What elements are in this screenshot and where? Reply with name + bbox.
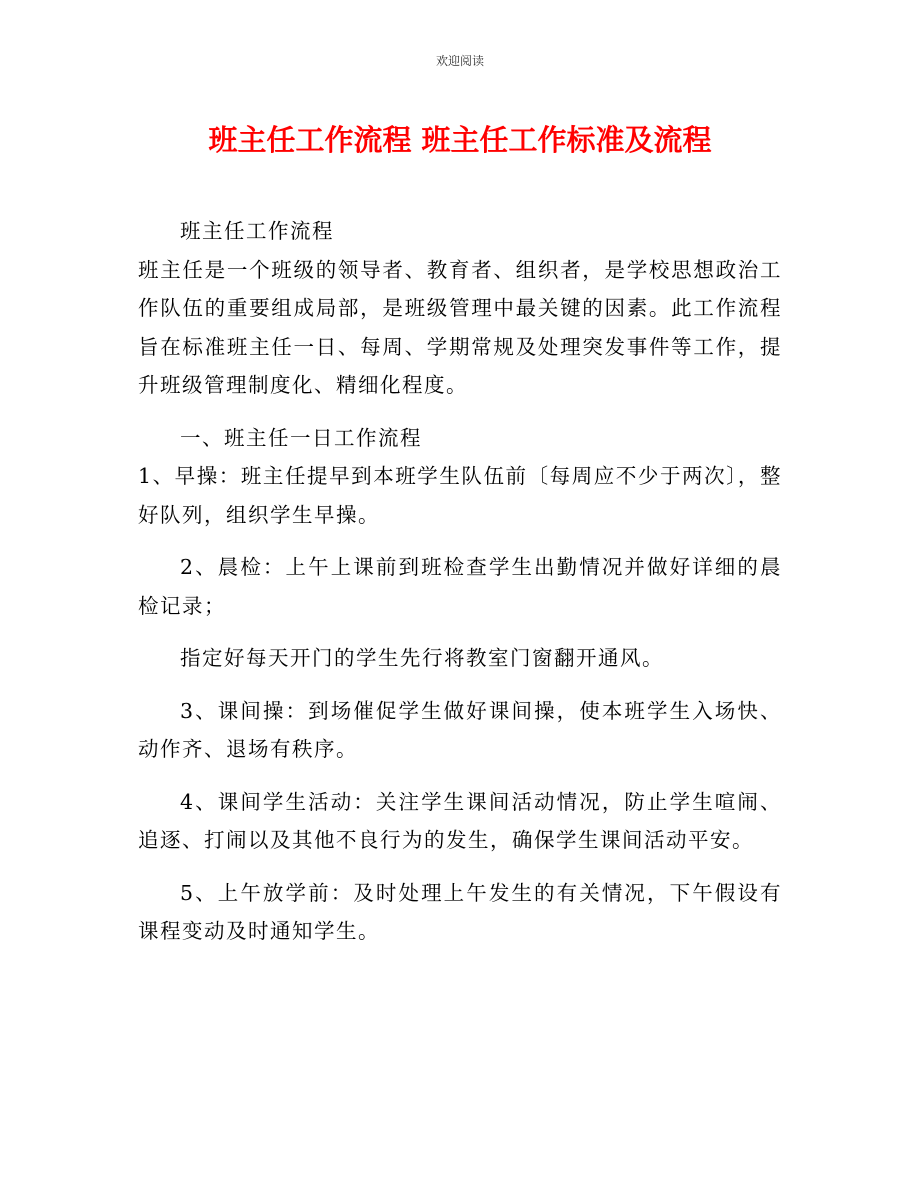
paragraph-item-3: 3、课间操：到场催促学生做好课间操，使本班学生入场快、动作齐、退场有秩序。 — [138, 698, 782, 761]
paragraph-note: 指定好每天开门的学生先行将教室门窗翻开通风。 — [180, 646, 664, 670]
paragraph-intro: 班主任是一个班级的领导者、教育者、组织者，是学校思想政治工作队伍的重要组成局部，是班级管理中最关键的因素。此工作流程旨在标准班主任一日、每周、学期常规及处理突发事件等工作，提升班级管理制度化、精细化程度。 — [138, 257, 782, 397]
paragraph-item-2: 2、晨检：上午上课前到班检查学生出勤情况并做好详细的晨检记录； — [138, 555, 782, 618]
paragraph-item-5: 5、上午放学前：及时处理上午发生的有关情况，下午假设有课程变动及时通知学生。 — [138, 880, 782, 943]
header-note: 欢迎阅读 — [435, 54, 484, 68]
document-title: 班主任工作流程 班主任工作标准及流程 — [208, 123, 712, 157]
document-body — [138, 212, 782, 951]
paragraph-item-4: 4、课间学生活动：关注学生课间活动情况，防止学生喧闹、追逐、打闹以及其他不良行为的发生，确保学生课间活动平安。 — [138, 789, 782, 852]
section-heading: 一、班主任一日工作流程 — [180, 425, 422, 450]
section-heading: 班主任工作流程 — [180, 219, 334, 243]
paragraph-item-1: 1、早操：班主任提早到本班学生队伍前〔每周应不少于两次〕，整好队列，组织学生早操。 — [138, 464, 782, 527]
